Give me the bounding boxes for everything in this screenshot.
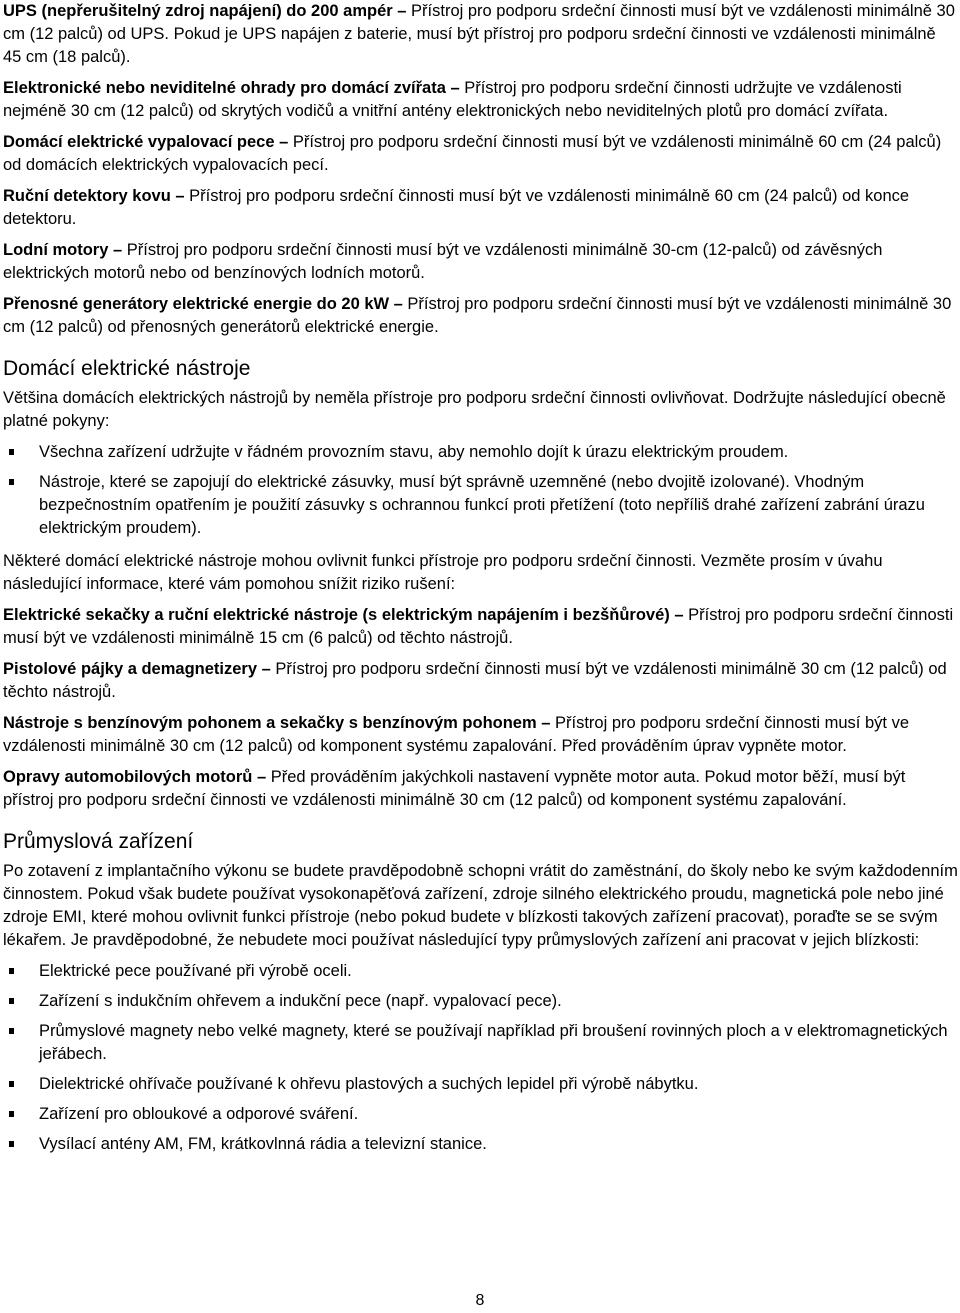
term-boat-motors: Lodní motory – [3, 241, 123, 259]
heading-home-tools: Domácí elektrické nástroje [3, 357, 251, 380]
text-mowers: Přístroj pro podporu srdeční činnosti musí být ve vzdálenosti minimálně 15 cm (6 palců) od těchto nástrojů. [3, 606, 954, 647]
term-metal-detectors: Ruční detektory kovu – [3, 187, 185, 205]
term-kilns: Domácí elektrické vypalovací pece – [3, 133, 289, 151]
list-item-text: Vysílací antény AM, FM, krátkovlnná rádia a televizní stanice. [39, 1135, 487, 1153]
bullet-square-icon [9, 479, 14, 485]
text-car-repair: Před prováděním jakýchkoli nastavení vypněte motor auta. Pokud motor běží, musí být přístroj pro podporu srdeční činnosti ve vzdálenosti minimálně 30 cm (12 palců) od komponent systému zapalování. [3, 768, 906, 809]
paragraph-car-repair [3, 766, 958, 812]
text-metal-detectors: Přístroj pro podporu srdeční činnosti musí být ve vzdálenosti minimálně 60 cm (24 palců) od konce detektoru. [3, 187, 910, 228]
paragraph-ups [3, 0, 958, 69]
list-item [3, 441, 958, 464]
industrial-bullet-list [3, 960, 958, 1156]
list-item-text: Nástroje, které se zapojují do elektrické zásuvky, musí být správně uzemněné (nebo dvojitě izolované). Vhodným bezpečnostním opatřením je použití zásuvky s ochrannou funkcí proti přetížení (toto nepříliš drahé zařízení zabrání úrazu elektrickým proudem). [39, 473, 925, 537]
term-pet-fences: Elektronické nebo neviditelné ohrady pro domácí zvířata – [3, 79, 460, 97]
page-number: 8 [475, 1292, 485, 1309]
list-item [3, 1020, 958, 1066]
list-item [3, 471, 958, 540]
list-item-text: Všechna zařízení udržujte v řádném provozním stavu, aby nemohlo dojít k úrazu elektrickým proudem. [39, 443, 789, 461]
list-item [3, 960, 958, 983]
list-item-text: Dielektrické ohřívače používané k ohřevu plastových a suchých lepidel při výrobě nábytku. [39, 1075, 699, 1093]
bullet-square-icon [9, 1081, 14, 1087]
bullet-square-icon [9, 1111, 14, 1117]
list-item [3, 1073, 958, 1096]
term-car-repair: Opravy automobilových motorů – [3, 768, 267, 786]
list-item [3, 1103, 958, 1126]
paragraph-metal-detectors [3, 185, 958, 231]
list-item-text: Elektrické pece používané při výrobě oceli. [39, 962, 352, 980]
term-soldering: Pistolové pájky a demagnetizery – [3, 660, 271, 678]
paragraph-industrial-intro: Po zotavení z implantačního výkonu se budete pravděpodobně schopni vrátit do zaměstnání, do školy nebo ke svým každodenním činnostem. Pokud však budete používat vysokonapěťová zařízení, zdroje silného elektrického proudu, magnetická pole nebo jiné zdroje EMI, které mohou ovlivnit funkci přístroje (nebo pokud budete v blízkosti takových zařízení pracovat), poraďte se se svým lékařem. Je pravděpodobné, že nebudete moci používat následující typy průmyslových zařízení ani pracovat v jejich blízkosti: [3, 862, 958, 949]
text-kilns: Přístroj pro podporu srdeční činnosti musí být ve vzdálenosti minimálně 60 cm (24 palců) od domácích elektrických vypalovacích pecí. [3, 133, 942, 174]
paragraph-tools-note: Některé domácí elektrické nástroje mohou ovlivnit funkci přístroje pro podporu srdeční činnosti. Vezměte prosím v úvahu následující informace, které vám pomohou snížit riziko rušení: [3, 552, 883, 593]
text-pet-fences: Přístroj pro podporu srdeční činnosti udržujte ve vzdálenosti nejméně 30 cm (12 palců) od skrytých vodičů a vnitřní antény elektronických nebo neviditelných plotů pro domácí zvířata. [3, 79, 902, 120]
bullet-square-icon [9, 1028, 14, 1034]
bullet-square-icon [9, 449, 14, 455]
text-generators: Přístroj pro podporu srdeční činnosti musí být ve vzdálenosti minimálně 30 cm (12 palců) od přenosných generátorů elektrické energie. [3, 295, 952, 336]
term-gas-tools: Nástroje s benzínovým pohonem a sekačky s benzínovým pohonem – [3, 714, 551, 732]
bullet-square-icon [9, 998, 14, 1004]
paragraph-soldering [3, 658, 958, 704]
text-ups: Přístroj pro podporu srdeční činnosti musí být ve vzdálenosti minimálně 30 cm (12 palců) od UPS. Pokud je UPS napájen z baterie, musí být přístroj pro podporu srdeční činnosti ve vzdálenosti minimálně 45 cm (18 palců). [3, 2, 955, 66]
list-item [3, 1133, 958, 1156]
document-page [3, 0, 958, 1166]
text-soldering: Přístroj pro podporu srdeční činnosti musí být ve vzdálenosti minimálně 30 cm (12 palců) od těchto nástrojů. [3, 660, 947, 701]
term-generators: Přenosné generátory elektrické energie do 20 kW – [3, 295, 403, 313]
heading-industrial: Průmyslová zařízení [3, 830, 194, 853]
term-mowers: Elektrické sekačky a ruční elektrické nástroje (s elektrickým napájením i bezšňůrové) – [3, 606, 684, 624]
bullet-square-icon [9, 968, 14, 974]
list-item [3, 990, 958, 1013]
paragraph-boat-motors [3, 239, 958, 285]
text-gas-tools: Přístroj pro podporu srdeční činnosti musí být ve vzdálenosti minimálně 30 cm (12 palců) od komponent systému zapalování. Před prováděním úprav vypněte motor. [3, 714, 909, 755]
list-item-text: Zařízení s indukčním ohřevem a indukční pece (např. vypalovací pece). [39, 992, 562, 1010]
tools-bullet-list [3, 441, 958, 540]
list-item-text: Průmyslové magnety nebo velké magnety, které se používají například při broušení rovinných ploch a v elektromagnetických jeřábech. [39, 1022, 948, 1063]
list-item-text: Zařízení pro obloukové a odporové sváření. [39, 1105, 359, 1123]
paragraph-gas-tools [3, 712, 958, 758]
paragraph-tools-intro: Většina domácích elektrických nástrojů by neměla přístroje pro podporu srdeční činnosti ovlivňovat. Dodržujte následující obecně platné pokyny: [3, 389, 946, 430]
paragraph-pet-fences [3, 77, 958, 123]
paragraph-kilns [3, 131, 958, 177]
text-boat-motors: Přístroj pro podporu srdeční činnosti musí být ve vzdálenosti minimálně 30-cm (12-palců) od závěsných elektrických motorů nebo od benzínových lodních motorů. [3, 241, 883, 282]
bullet-square-icon [9, 1141, 14, 1147]
paragraph-mowers [3, 604, 958, 650]
paragraph-generators [3, 293, 958, 339]
term-ups: UPS (nepřerušitelný zdroj napájení) do 200 ampér – [3, 2, 407, 20]
